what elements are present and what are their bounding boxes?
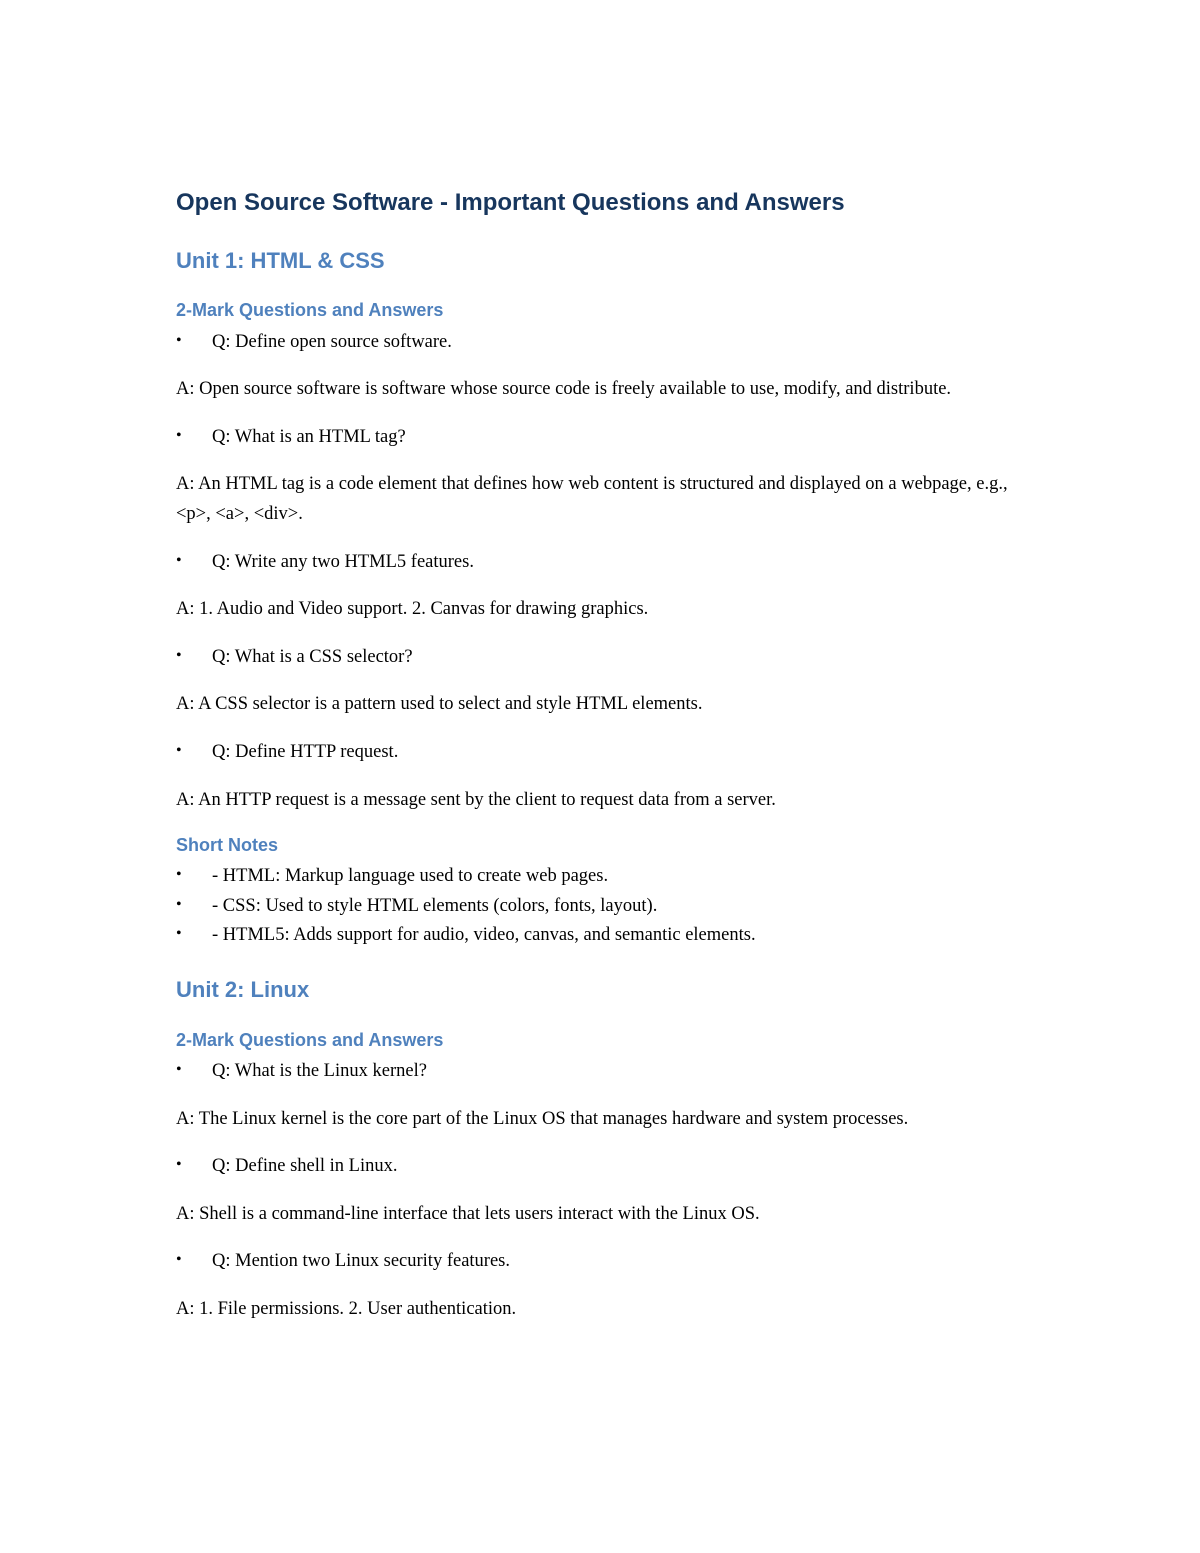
- question-text: Q: What is the Linux kernel?: [212, 1061, 427, 1082]
- answer-text: A: Shell is a command-line interface that lets users interact with the Linux OS.: [176, 1203, 760, 1224]
- unit1-qa-list: [176, 328, 1036, 816]
- question-text: Q: What is an HTML tag?: [212, 426, 406, 447]
- question-item: [176, 423, 1036, 453]
- question-item: [176, 328, 1036, 358]
- document-page: [176, 186, 1036, 1343]
- answer-text: A: An HTML tag is a code element that defines how web content is structured and displayed on a webpage, e.g., <p>, <a>, <div>.: [176, 474, 1008, 524]
- answer-text: A: A CSS selector is a pattern used to select and style HTML elements.: [176, 694, 703, 715]
- question-text: Q: Define shell in Linux.: [212, 1156, 398, 1177]
- question-text: Q: Mention two Linux security features.: [212, 1251, 510, 1272]
- note-item: [176, 892, 1036, 922]
- question-item: [176, 1247, 1036, 1277]
- bullet-icon: •: [176, 646, 182, 664]
- unit2-heading: Unit 2: Linux: [176, 977, 310, 1003]
- question-item: [176, 1057, 1036, 1087]
- unit2-qa-heading: 2-Mark Questions and Answers: [176, 1029, 444, 1050]
- bullet-icon: •: [176, 741, 182, 759]
- note-item: [176, 862, 1036, 892]
- note-text: - CSS: Used to style HTML elements (colors, fonts, layout).: [212, 895, 658, 916]
- question-item: [176, 548, 1036, 578]
- unit1-notes-list: [176, 862, 1036, 951]
- question-item: [176, 643, 1036, 673]
- bullet-icon: •: [176, 1251, 182, 1269]
- question-text: Q: Write any two HTML5 features.: [212, 551, 474, 572]
- answer-text: A: An HTTP request is a message sent by the client to request data from a server.: [176, 789, 776, 810]
- answer-text: A: Open source software is software whose source code is freely available to use, modify, and distribute.: [176, 379, 952, 400]
- note-text: - HTML5: Adds support for audio, video, canvas, and semantic elements.: [212, 925, 756, 946]
- answer-text: A: The Linux kernel is the core part of the Linux OS that manages hardware and system processes.: [176, 1108, 909, 1129]
- answer-text: A: 1. Audio and Video support. 2. Canvas for drawing graphics.: [176, 599, 649, 620]
- note-text: - HTML: Markup language used to create web pages.: [212, 866, 609, 887]
- question-item: [176, 1152, 1036, 1182]
- bullet-icon: •: [176, 866, 182, 884]
- unit1-notes-heading: Short Notes: [176, 835, 279, 856]
- bullet-icon: •: [176, 426, 182, 444]
- question-item: [176, 738, 1036, 768]
- bullet-icon: •: [176, 1061, 182, 1079]
- unit1-qa-heading: 2-Mark Questions and Answers: [176, 300, 444, 321]
- question-text: Q: Define open source software.: [212, 331, 452, 352]
- section-spacer: [176, 951, 1036, 975]
- note-item: [176, 921, 1036, 951]
- bullet-icon: •: [176, 1156, 182, 1174]
- bullet-icon: •: [176, 895, 182, 913]
- question-text: Q: What is a CSS selector?: [212, 646, 413, 667]
- unit2-qa-list: [176, 1057, 1036, 1325]
- document-title: Open Source Software - Important Questions and Answers: [176, 189, 845, 216]
- bullet-icon: •: [176, 331, 182, 349]
- bullet-icon: •: [176, 925, 182, 943]
- bullet-icon: •: [176, 551, 182, 569]
- unit1-heading: Unit 1: HTML & CSS: [176, 247, 385, 273]
- answer-text: A: 1. File permissions. 2. User authentication.: [176, 1299, 517, 1320]
- question-text: Q: Define HTTP request.: [212, 741, 399, 762]
